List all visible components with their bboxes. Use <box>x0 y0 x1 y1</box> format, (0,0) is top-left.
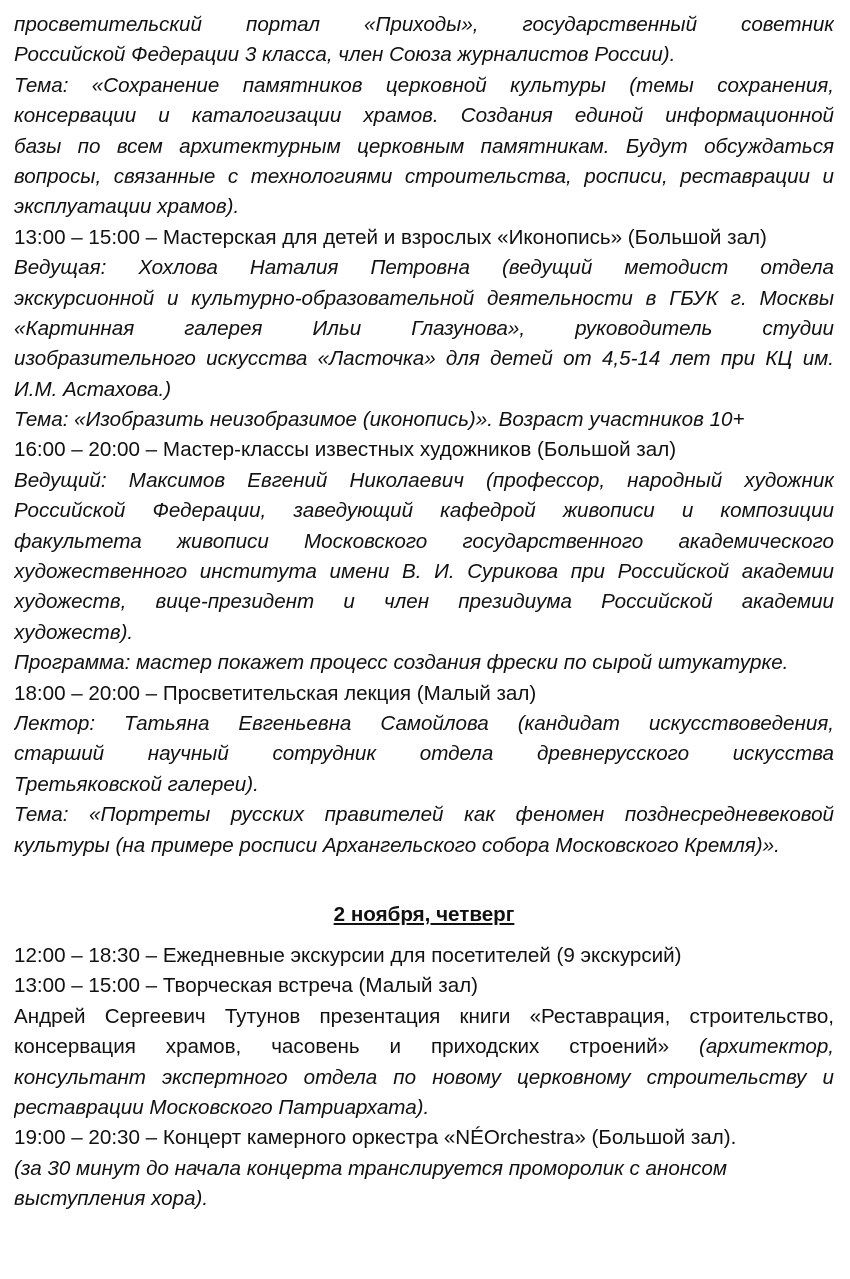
text-line: консервация храмов, часовень и приходских строений» (архитектор, <box>14 1035 834 1059</box>
text-line: Тема: «Сохранение памятников церковной культуры (темы сохранения, <box>14 73 834 97</box>
text-line: И.М. Астахова.) <box>14 377 172 401</box>
text-line: эксплуатации храмов). <box>14 195 240 219</box>
text-line: 13:00 – 15:00 – Творческая встреча (Малый зал) <box>14 974 479 998</box>
text-line: художеств). <box>14 620 134 644</box>
text-line: 18:00 – 20:00 – Просветительская лекция (Малый зал) <box>14 681 537 705</box>
text-line: художественного института имени В. И. Сурикова при Российской академии <box>14 560 834 584</box>
text-line: Тема: «Изобразить неизобразимое (иконопись)». Возраст участников 10+ <box>14 408 745 432</box>
text-line: Ведущая: Хохлова Наталия Петровна (ведущий методист отдела <box>14 256 834 280</box>
text-line: Ведущий: Максимов Евгений Николаевич (профессор, народный художник <box>14 468 834 492</box>
text-line: Лектор: Татьяна Евгеньевна Самойлова (кандидат искусствоведения, <box>14 711 834 735</box>
text-line: вопросы, связанные с технологиями строительства, росписи, реставрации и <box>14 164 834 188</box>
text-line: Андрей Сергеевич Тутунов презентация книги «Реставрация, строительство, <box>14 1004 834 1028</box>
text-line: консультант экспертного отдела по новому церковному строительству и <box>14 1065 834 1089</box>
text-line: 16:00 – 20:00 – Мастер-классы известных художников (Большой зал) <box>14 438 677 462</box>
text-line: изобразительного искусства «Ласточка» для детей от 4,5-14 лет при КЦ им. <box>14 347 834 371</box>
day-heading: 2 ноября, четверг <box>333 902 515 926</box>
text-line: реставрации Московского Патриархата). <box>14 1095 430 1119</box>
text-line: Тема: «Портреты русских правителей как феномен позднесредневековой <box>14 803 834 827</box>
text-line: Третьяковской галереи). <box>14 772 259 796</box>
text-line: художеств, вице-президент и член президиума Российской академии <box>14 590 834 614</box>
text-line: экскурсионной и культурно-образовательной деятельности в ГБУК г. Москвы <box>14 286 834 310</box>
text-line: Программа: мастер покажет процесс создания фрески по сырой штукатурке. <box>14 651 789 675</box>
text-line: просветительский портал «Приходы», государственный советник <box>14 13 834 36</box>
text-line: «Картинная галерея Ильи Глазунова», руководитель студии <box>14 316 834 340</box>
text-line: Российской Федерации 3 класса, член Союза журналистов России). <box>14 43 676 67</box>
text-line: 13:00 – 15:00 – Мастерская для детей и взрослых «Иконопись» (Большой зал) <box>14 225 767 249</box>
text-line: (за 30 минут до начала концерта транслируется проморолик с анонсом <box>14 1156 727 1180</box>
text-line: факультета живописи Московского государственного академического <box>14 529 834 553</box>
text-line: старший научный сотрудник отдела древнерусского искусства <box>14 742 834 766</box>
text-line: выступления хора). <box>14 1187 209 1211</box>
text-line: базы по всем архитектурным церковным памятникам. Будут обсуждаться <box>14 134 834 158</box>
text-line: Российской Федерации, заведующий кафедрой живописи и композиции <box>14 499 834 523</box>
schedule-section-2-november <box>14 941 834 1215</box>
text-line: 19:00 – 20:30 – Концерт камерного оркестра «NÉOrchestra» (Большой зал). <box>14 1126 737 1150</box>
schedule-section-1-november <box>14 10 834 861</box>
text-line: 12:00 – 18:30 – Ежедневные экскурсии для посетителей (9 экскурсий) <box>14 943 682 967</box>
text-line: консервации и каталогизации храмов. Создания единой информационной <box>14 104 834 128</box>
text-line: культуры (на примере росписи Архангельского собора Московского Кремля)». <box>14 833 780 857</box>
